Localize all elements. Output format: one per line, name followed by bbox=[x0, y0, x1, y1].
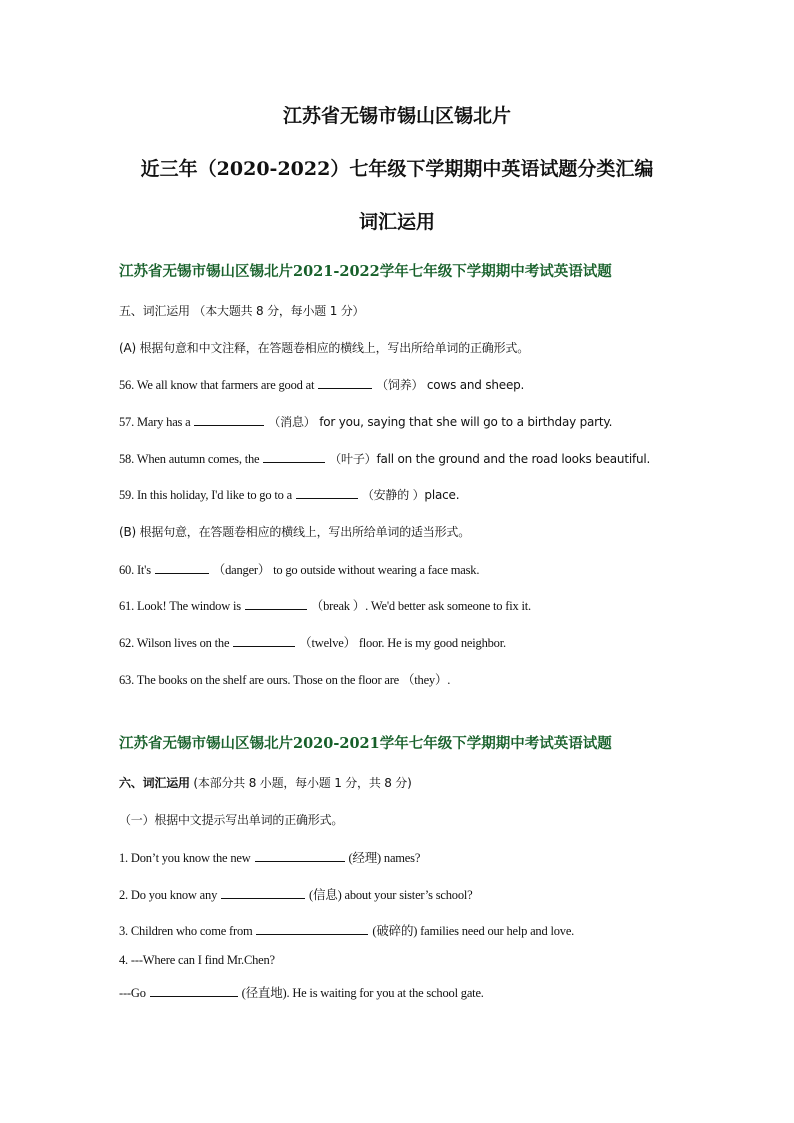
q4-text: ---Go bbox=[119, 986, 146, 1000]
q61-blank bbox=[245, 597, 307, 610]
q3-blank bbox=[256, 922, 368, 935]
question-2 bbox=[119, 885, 473, 903]
q61-text: 61. Look! The window is bbox=[119, 599, 241, 613]
section2-part-title bbox=[119, 774, 412, 791]
question-63: 63. The books on the shelf are ours. Those on the floor are （they）. bbox=[119, 673, 451, 687]
section1-heading: 江苏省无锡市锡山区锡北片2021-2022学年七年级下学期期中考试英语试题 bbox=[119, 263, 612, 280]
section2-part-rest: (本部分共 8 小题，每小题 1 分，共 8 分) bbox=[189, 776, 412, 790]
doc-title-line3: 词汇运用 bbox=[358, 211, 435, 233]
q62-blank bbox=[233, 634, 295, 647]
q58-text: 58. When autumn comes, the bbox=[119, 452, 260, 466]
question-3 bbox=[119, 921, 574, 939]
question-57 bbox=[119, 413, 612, 430]
section2-part-bold: 六、词汇运用 bbox=[119, 776, 190, 790]
q4-blank bbox=[150, 984, 238, 997]
q59-text: 59. In this holiday, I'd like to go to a bbox=[119, 488, 292, 502]
section2-sub-instruction: （一）根据中文提示写出单词的正确形式。 bbox=[119, 813, 344, 827]
section1-a-instruction: (A) 根据句意和中文注释，在答题卷相应的横线上，写出所给单词的正确形式。 bbox=[119, 341, 529, 355]
question-59 bbox=[119, 486, 459, 503]
q1-blank bbox=[255, 849, 345, 862]
q58-hint: （叶子）fall on the ground and the road looks beautiful. bbox=[329, 452, 651, 466]
question-4-ask: 4. ---Where can I find Mr.Chen? bbox=[119, 953, 275, 967]
doc-title-line2: 近三年（2020-2022）七年级下学期期中英语试题分类汇编 bbox=[140, 158, 654, 180]
q2-hint: (信息) about your sister’s school? bbox=[309, 888, 473, 902]
q57-hint: （消息） for you, saying that she will go to a birthday party. bbox=[268, 415, 613, 429]
question-1 bbox=[119, 848, 420, 866]
q2-text: 2. Do you know any bbox=[119, 888, 218, 902]
q3-text: 3. Children who come from bbox=[119, 924, 253, 938]
q62-hint: （twelve） floor. He is my good neighbor. bbox=[299, 636, 506, 650]
q56-text: 56. We all know that farmers are good at bbox=[119, 378, 315, 392]
q61-hint: （break ）. We'd better ask someone to fix it. bbox=[310, 599, 531, 613]
q1-hint: (经理) names? bbox=[348, 851, 421, 865]
q56-blank bbox=[318, 376, 372, 389]
q56-hint: （饲养） cows and sheep. bbox=[376, 378, 525, 392]
q60-hint: （danger） to go outside without wearing a face mask. bbox=[212, 563, 480, 577]
question-56 bbox=[119, 376, 524, 393]
q60-text: 60. It's bbox=[119, 563, 151, 577]
question-62 bbox=[119, 633, 506, 651]
question-58 bbox=[119, 450, 650, 467]
q60-blank bbox=[155, 561, 209, 574]
q62-text: 62. Wilson lives on the bbox=[119, 636, 230, 650]
q4-hint: (径直地). He is waiting for you at the school gate. bbox=[241, 986, 484, 1000]
q3-hint: (破碎的) families need our help and love. bbox=[372, 924, 575, 938]
q57-text: 57. Mary has a bbox=[119, 415, 191, 429]
q59-blank bbox=[296, 486, 358, 499]
doc-title-line1: 江苏省无锡市锡山区锡北片 bbox=[282, 105, 511, 127]
question-4-answer bbox=[119, 983, 484, 1001]
q57-blank bbox=[194, 413, 264, 426]
q1-text: 1. Don’t you know the new bbox=[119, 851, 251, 865]
q59-hint: （安静的 ）place. bbox=[361, 488, 460, 502]
q2-blank bbox=[221, 886, 305, 899]
section1-part-title: 五、词汇运用 （本大题共 8 分，每小题 1 分） bbox=[119, 304, 365, 318]
q58-blank bbox=[263, 450, 325, 463]
question-61 bbox=[119, 596, 531, 614]
question-60 bbox=[119, 560, 479, 578]
section2-heading: 江苏省无锡市锡山区锡北片2020-2021学年七年级下学期期中考试英语试题 bbox=[119, 735, 612, 752]
section1-b-instruction: (B) 根据句意，在答题卷相应的横线上，写出所给单词的适当形式。 bbox=[119, 525, 471, 539]
